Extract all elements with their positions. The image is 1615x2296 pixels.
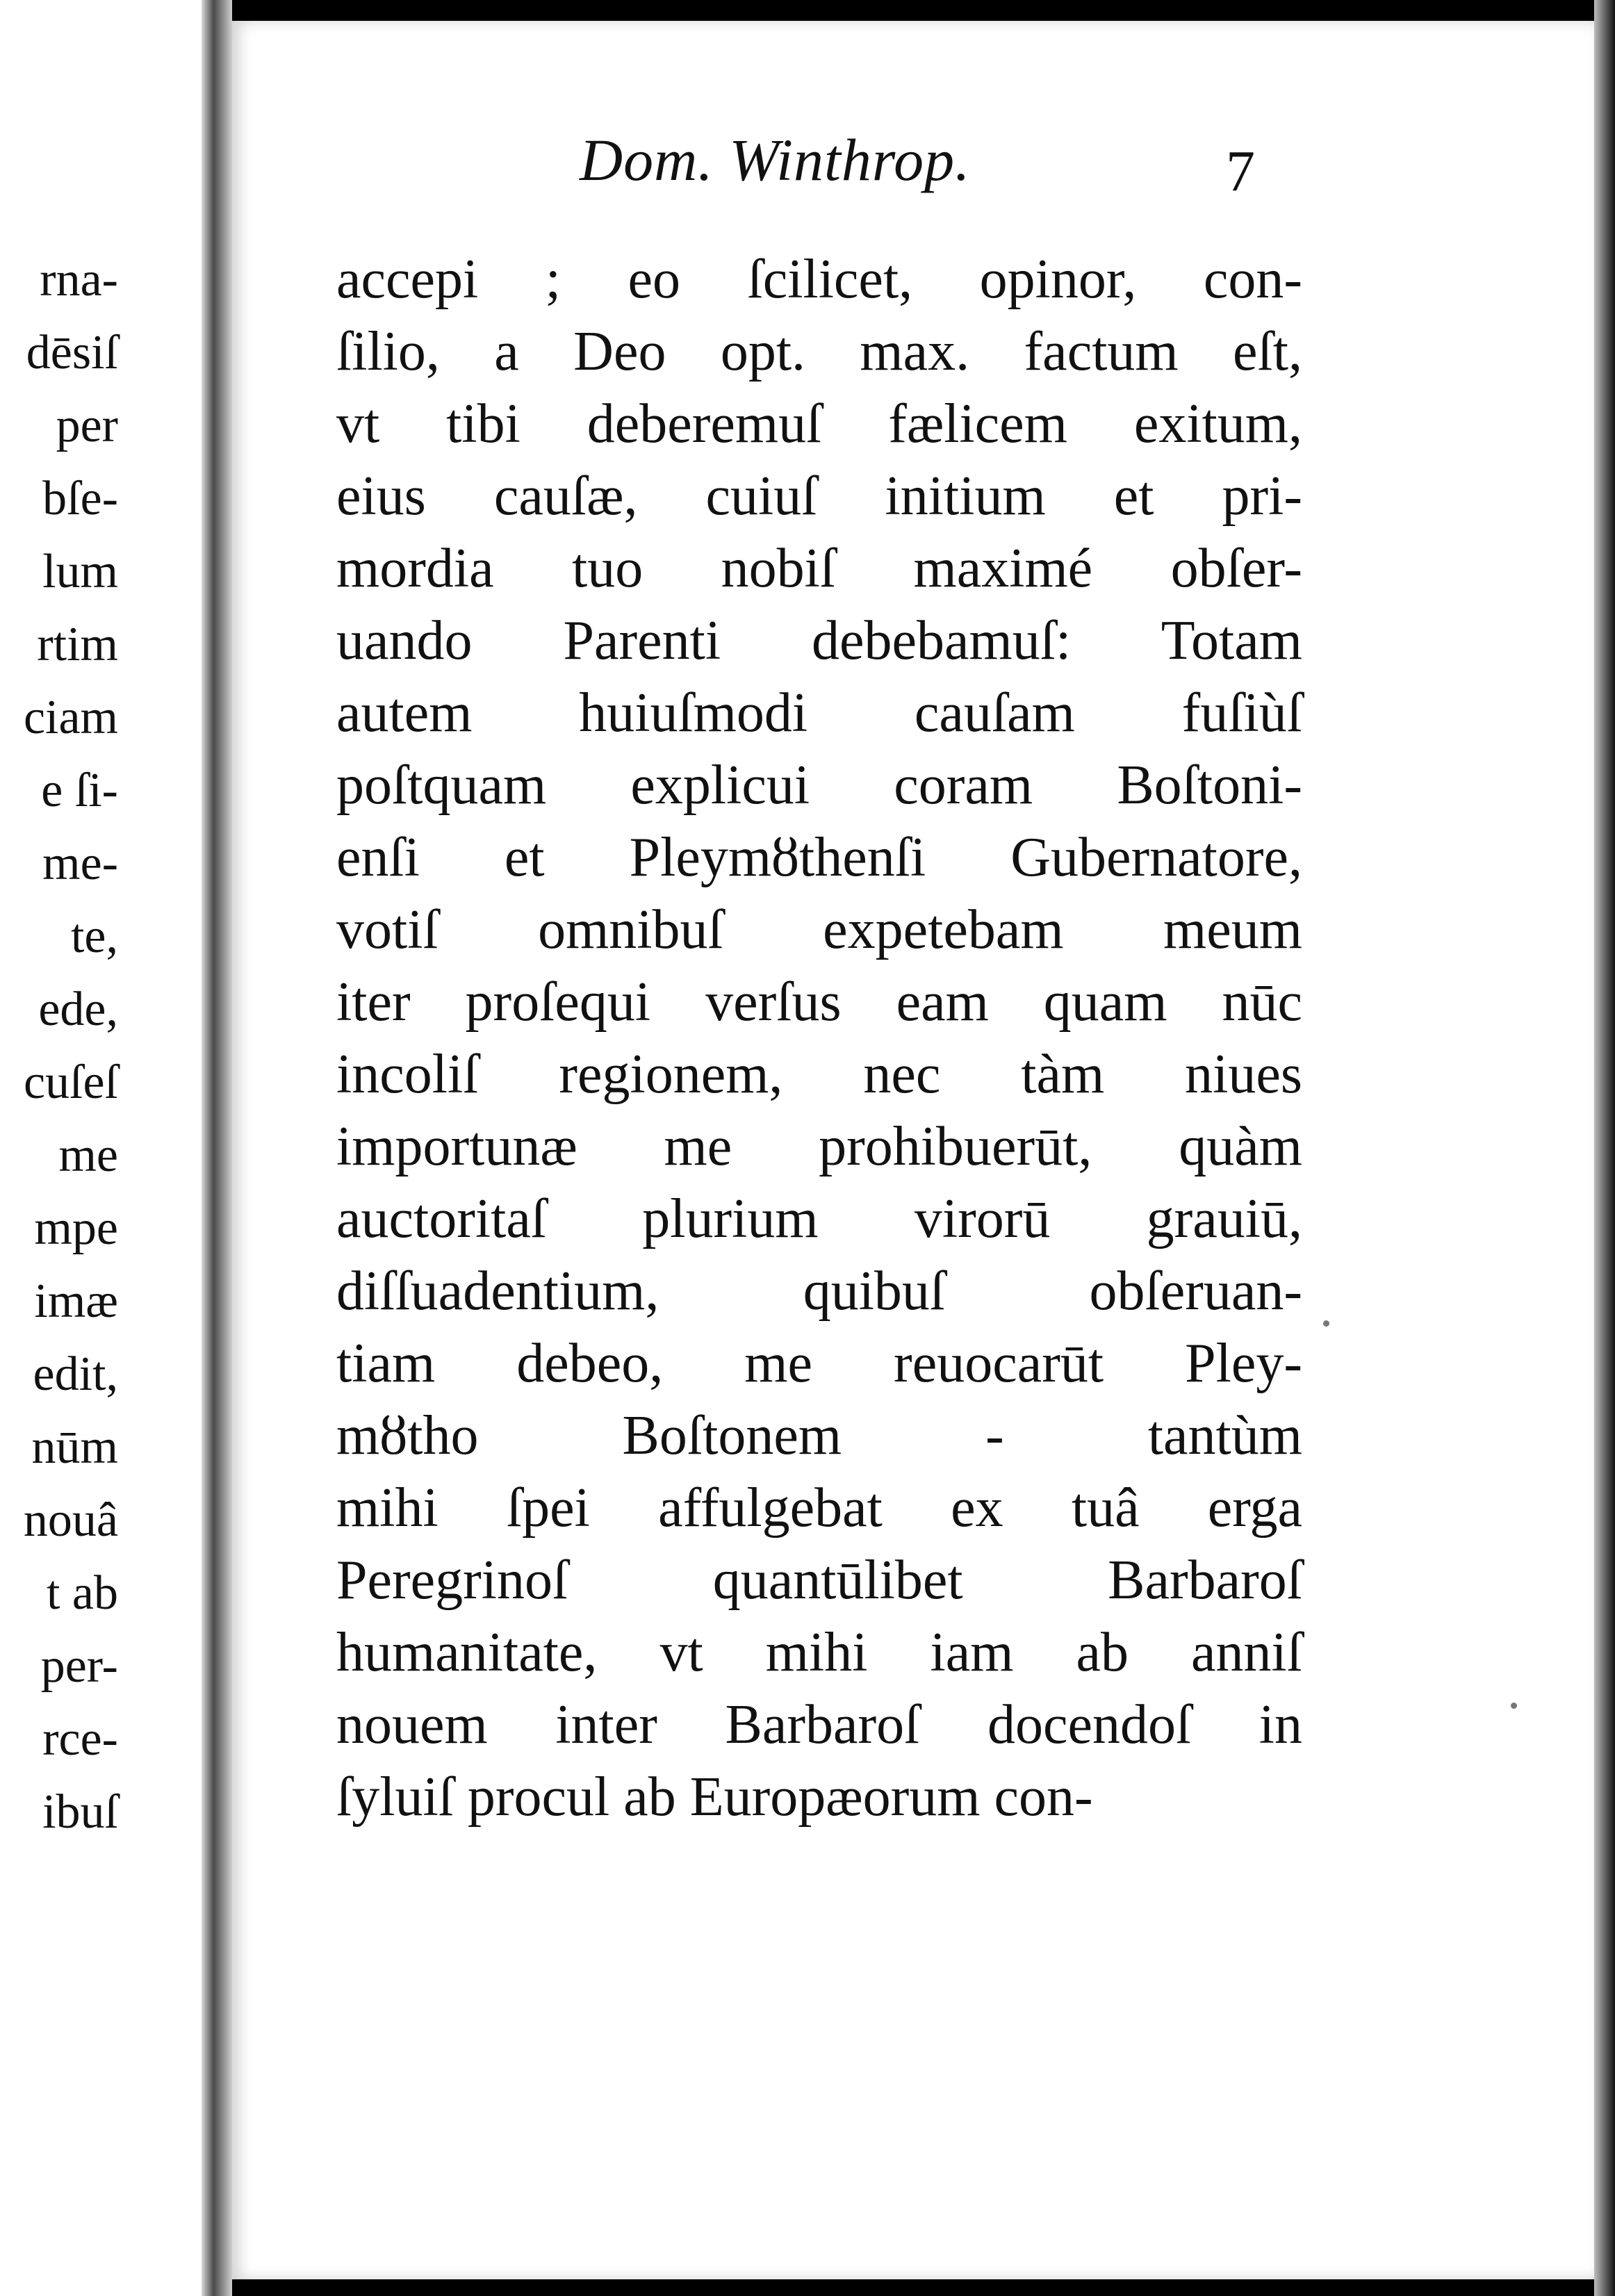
left-line: nouâ (23, 1493, 118, 1547)
text-line: importunæ me prohibuerūt, quàm (336, 1116, 1302, 1177)
text-line: mihi ſpei affulgebat ex tuâ erga (336, 1477, 1302, 1539)
left-line: ede, (38, 983, 118, 1036)
left-line: rtim (37, 618, 118, 671)
left-line: nūm (31, 1420, 118, 1474)
text-line: ſyluiſ procul ab Europæorum con- (336, 1766, 1093, 1828)
text-line: Peregrinoſ quantūlibet Barbaroſ (336, 1550, 1302, 1611)
left-line: cuſeſ (23, 1056, 118, 1109)
text-line: auctoritaſ plurium virorū grauiū, (336, 1188, 1302, 1249)
left-line: edit, (33, 1347, 118, 1401)
book-gutter (202, 0, 232, 2296)
left-line: lum (42, 545, 118, 598)
text-line: autem huiuſmodi cauſam fuſiùſ (336, 682, 1302, 744)
left-line: per- (40, 1639, 118, 1693)
text-line: iter proſequi verſus eam quam nūc (336, 971, 1302, 1033)
text-line: uando Parenti debebamuſ: Totam (336, 610, 1302, 671)
text-line: votiſ omnibuſ expetebam meum (336, 899, 1302, 960)
text-line: tiam debeo, me reuocarūt Pley- (336, 1333, 1302, 1394)
text-line: nouem inter Barbaroſ docendoſ in (336, 1694, 1302, 1755)
running-head: Dom. Winthrop. (580, 126, 971, 193)
left-line: bſe- (42, 472, 118, 525)
left-line: per (56, 399, 118, 452)
paper-speck (1323, 1320, 1329, 1327)
left-line: me- (42, 837, 118, 890)
left-line: rna- (40, 253, 118, 306)
left-page-text (24, 243, 118, 1848)
text-line: ſilio, a Deo opt. max. factum eſt, (336, 321, 1302, 382)
left-line: mpe (34, 1202, 118, 1255)
left-line: imæ (34, 1274, 118, 1328)
page-number: 7 (1226, 139, 1255, 204)
left-line: e ſi- (41, 764, 118, 817)
text-line: eius cauſæ, cuiuſ initium et pri- (336, 466, 1302, 527)
right-page (232, 21, 1594, 2279)
body-text (336, 243, 1302, 1833)
text-line: accepi ; eo ſcilicet, opinor, con- (336, 249, 1302, 310)
left-line: rce- (42, 1712, 118, 1766)
page-edge-shadow (1594, 0, 1615, 2296)
left-line: ibuſ (42, 1785, 118, 1839)
left-line: te, (70, 910, 118, 963)
text-line: poſtquam explicui coram Boſtoni- (336, 755, 1302, 816)
text-line: diſſuadentium, quibuſ obſeruan- (336, 1261, 1302, 1322)
text-line: vt tibi deberemuſ fælicem exitum, (336, 393, 1302, 454)
text-line: mordia tuo nobiſ maximé obſer- (336, 538, 1302, 599)
text-line: humanitate, vt mihi iam ab anniſ (336, 1622, 1302, 1683)
text-line: enſi et Pleymȣthenſi Gubernatore, (336, 827, 1302, 888)
left-line: dēsiſ (26, 326, 118, 379)
left-line: me (58, 1129, 118, 1182)
paper-speck (1511, 1703, 1517, 1709)
left-page-fragment (0, 0, 204, 2296)
text-line: mȣtho Boſtonem - tantùm (336, 1405, 1302, 1466)
left-line: ciam (23, 691, 118, 744)
left-line: t ab (46, 1566, 118, 1620)
text-line: incoliſ regionem, nec tàm niues (336, 1044, 1302, 1105)
